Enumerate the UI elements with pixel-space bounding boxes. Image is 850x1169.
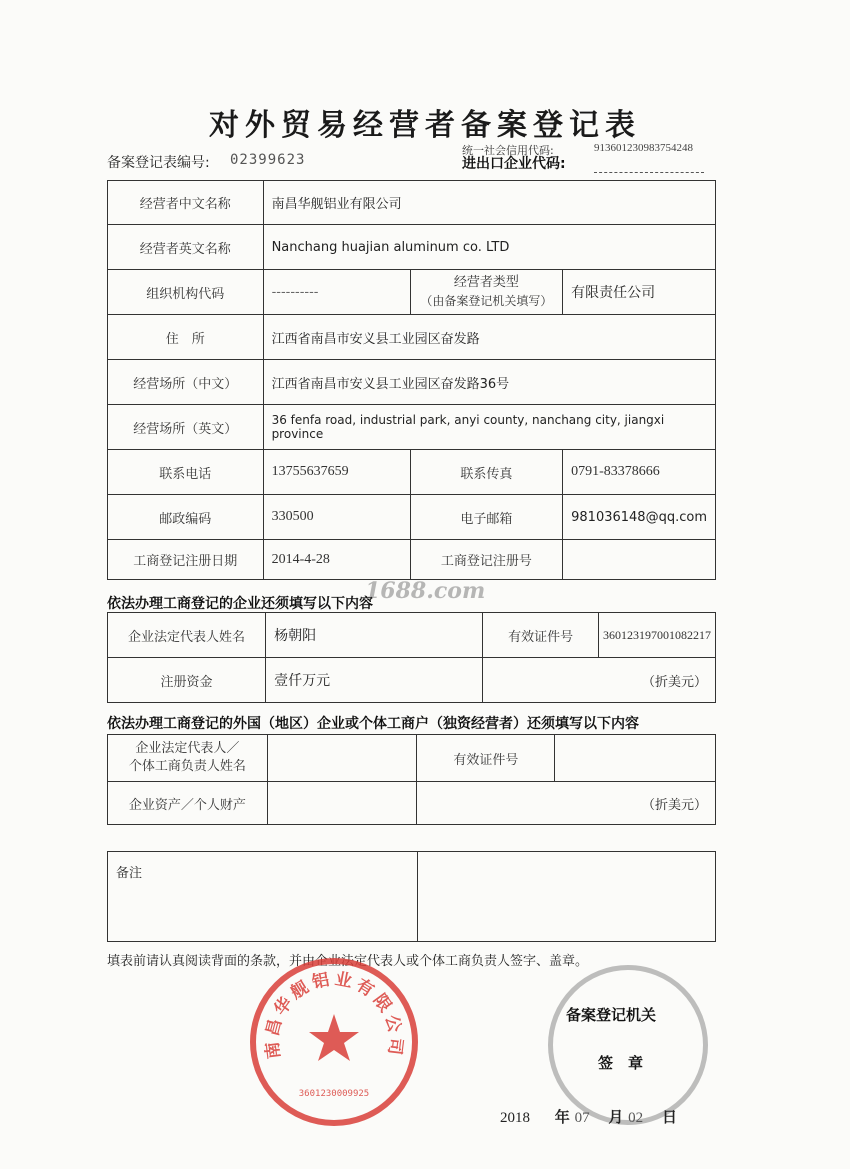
email-label: 电子邮箱: [410, 495, 563, 540]
phone-value: 13755637659: [263, 450, 410, 495]
section2-table: [107, 734, 716, 825]
operator-type-value: 有限责任公司: [563, 270, 716, 315]
company-seal: [250, 958, 418, 1126]
cn-name-value: 南昌华舰铝业有限公司: [263, 181, 715, 225]
credit-code-value: 913601230983754248: [594, 142, 693, 154]
operator-type-label-main: 经营者类型: [453, 275, 519, 290]
remarks-table: [107, 851, 716, 942]
section1-table: [107, 612, 716, 703]
seal-company-name: 南昌华舰铝业有限公司: [262, 969, 406, 1060]
date-line: [500, 1106, 677, 1127]
ie-code-label: 进出口企业代码:: [462, 156, 566, 172]
remarks-value: [417, 852, 716, 942]
phone-label: 联系电话: [108, 450, 264, 495]
fax-value: 0791-83378666: [563, 450, 716, 495]
reg-capital-label: 注册资金: [108, 658, 266, 703]
org-code-value: ----------: [263, 270, 410, 315]
biz-reg-date-value: 2014-4-28: [263, 540, 410, 580]
remarks-label: 备注: [108, 852, 418, 942]
premises-cn-value: 江西省南昌市安义县工业园区奋发路36号: [263, 360, 715, 405]
en-name-value: Nanchang huajian aluminum co. LTD: [263, 225, 715, 270]
foreign-id-label: 有效证件号: [417, 735, 555, 782]
notice-text: 填表前请认真阅读背面的条款，并由企业法定代表人或个体工商负责人签字、盖章。: [107, 954, 589, 969]
foreign-rep-label-line1: 企业法定代表人／: [135, 741, 240, 756]
reg-capital-usd: （折美元）: [483, 658, 716, 703]
premises-cn-label: 经营场所（中文）: [108, 360, 264, 405]
operator-type-label: [410, 270, 563, 315]
foreign-rep-value: [267, 735, 417, 782]
watermark-text: 1688.com: [365, 578, 486, 604]
reg-no-label: 备案登记表编号:: [107, 155, 210, 171]
biz-reg-date-label: 工商登记注册日期: [108, 540, 264, 580]
premises-en-value: 36 fenfa road, industrial park, anyi county, nanchang city, jiangxi province: [263, 405, 715, 450]
fax-label: 联系传真: [410, 450, 563, 495]
org-code-label: 组织机构代码: [108, 270, 264, 315]
date-day: 02: [628, 1110, 644, 1126]
biz-reg-no-value: [563, 540, 716, 580]
date-day-unit: 日: [661, 1108, 677, 1126]
en-name-label: 经营者英文名称: [108, 225, 264, 270]
premises-en-label: 经营场所（英文）: [108, 405, 264, 450]
authority-seal: [548, 965, 708, 1125]
foreign-id-value: [555, 735, 716, 782]
authority-label: 备案登记机关: [566, 1006, 657, 1024]
section2-heading: 依法办理工商登记的外国（地区）企业或个体工商户（独资经营者）还须填写以下内容: [107, 716, 639, 732]
seal-number: 3601230009925: [298, 1089, 370, 1099]
cn-name-label: 经营者中文名称: [108, 181, 264, 225]
ie-code-blank: [594, 172, 704, 173]
legal-rep-value: 杨朝阳: [266, 613, 483, 658]
foreign-rep-label-line2: 个体工商负责人姓名: [128, 759, 246, 774]
reg-no-value: 02399623: [230, 152, 306, 168]
legal-rep-label: 企业法定代表人姓名: [108, 613, 266, 658]
assets-label: 企业资产／个人财产: [108, 782, 268, 825]
main-info-table: [107, 180, 716, 580]
date-month: 07: [574, 1110, 590, 1126]
credit-code-label: 统一社会信用代码:: [462, 144, 554, 157]
postal-code-value: 330500: [263, 495, 410, 540]
postal-code-label: 邮政编码: [108, 495, 264, 540]
biz-reg-no-label: 工商登记注册号: [410, 540, 563, 580]
date-month-unit: 月: [608, 1108, 624, 1126]
foreign-rep-label: [108, 735, 268, 782]
assets-usd: （折美元）: [417, 782, 716, 825]
reg-capital-value: 壹仟万元: [266, 658, 483, 703]
assets-value: [267, 782, 417, 825]
operator-type-label-note: （由备案登记机关填写）: [420, 294, 553, 308]
id-no-label: 有效证件号: [483, 613, 599, 658]
seal-label: 签 章: [598, 1054, 644, 1072]
email-value: 981036148@qq.com: [563, 495, 716, 540]
date-year: 2018: [500, 1110, 530, 1126]
company-seal-graphic: [256, 964, 412, 1120]
date-year-unit: 年: [554, 1108, 570, 1126]
address-label: 住 所: [108, 315, 264, 360]
form-title: 对外贸易经营者备案登记表: [209, 108, 641, 143]
id-no-value: 360123197001082217: [598, 613, 715, 658]
seal-star-icon: [309, 1014, 359, 1061]
section1-heading: 依法办理工商登记的企业还须填写以下内容: [107, 596, 373, 612]
address-value: 江西省南昌市安义县工业园区奋发路: [263, 315, 715, 360]
